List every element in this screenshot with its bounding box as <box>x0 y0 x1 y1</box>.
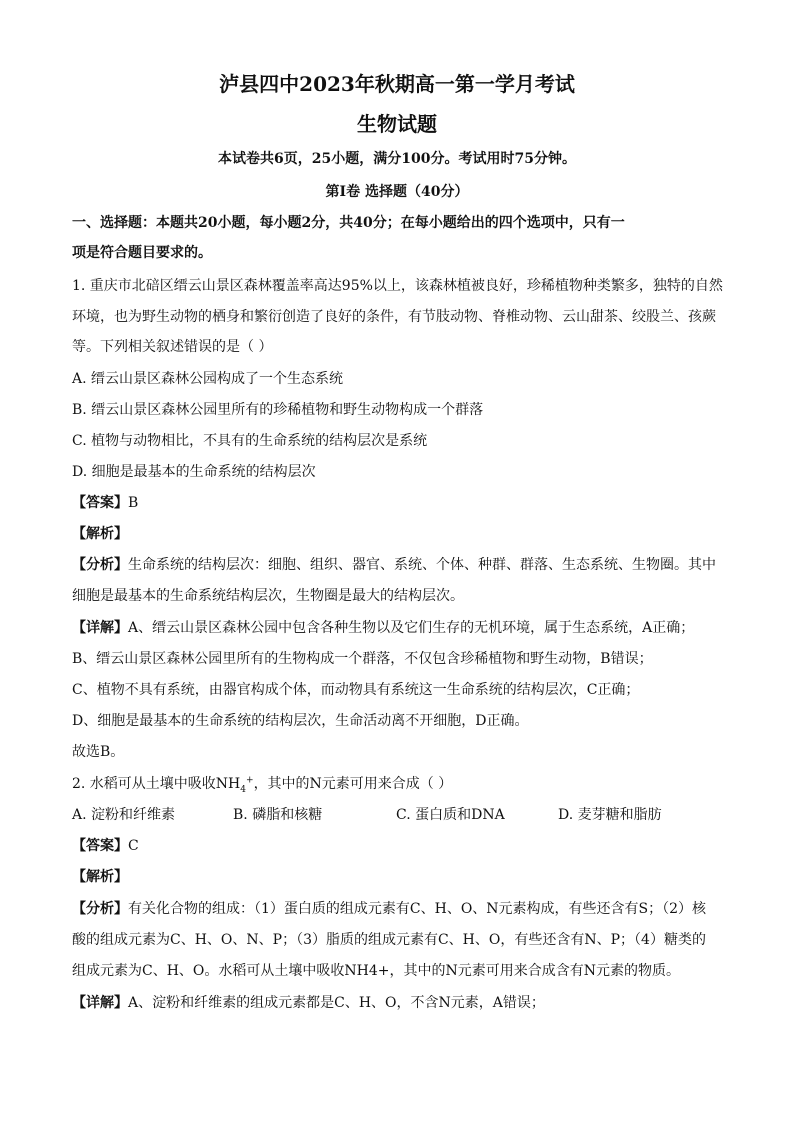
q1-conclusion: 故选B。 <box>72 744 125 760</box>
instruction-line-1: 一、选择题：本题共20小题，每小题2分，共40分；在每小题给出的四个选项中，只有一 <box>72 215 625 231</box>
exam-title: 泸县四中2023年秋期高一第一学月考试 <box>219 72 575 96</box>
instruction-line-2: 项是符合题目要求的。 <box>72 245 212 261</box>
section-heading: 第I卷 选择题（40分） <box>325 184 469 200</box>
q1-stem-line-2: 环境，也为野生动物的栖身和繁衍创造了良好的条件，有节肢动物、脊椎动物、云山甜茶、绞股兰、孩蕨 <box>72 309 716 325</box>
xiangjie-text: A、缙云山景区森林公园中包含各种生物以及它们生存的无机环境，属于生态系统，A正确； <box>128 620 695 636</box>
q2-option-d: D. 麦芽糖和脂肪 <box>558 807 662 823</box>
fenxi-text: 生命系统的结构层次：细胞、组织、器官、系统、个体、种群、群落、生态系统、生物圈。其中 <box>128 557 716 573</box>
xiangjie-tag: 【详解】 <box>72 620 128 636</box>
q2-analysis-tag: 【解析】 <box>72 869 128 885</box>
q1-xiangjie-d: D、细胞是最基本的生命系统的结构层次，生命活动离不开细胞，D正确。 <box>72 713 529 729</box>
q2-stem-pre: 2. 水稻可从土壤中吸收NH <box>72 776 241 792</box>
xiangjie-text: A、淀粉和纤维素的组成元素都是C、H、O，不含N元素，A错误； <box>128 995 545 1011</box>
q1-option-b: B. 缙云山景区森林公园里所有的珍稀植物和野生动物构成一个群落 <box>72 402 484 418</box>
q1-xiangjie-b: B、缙云山景区森林公园里所有的生物构成一个群落，不仅包含珍稀植物和野生动物，B错误； <box>72 651 653 667</box>
q1-fenxi-line-1 <box>72 555 716 575</box>
answer-value: B <box>128 495 139 511</box>
q2-stem-sup: + <box>246 775 254 786</box>
q2-answer <box>72 836 139 856</box>
q1-option-d: D. 细胞是最基本的生命系统的结构层次 <box>72 464 316 480</box>
answer-value: C <box>128 838 139 854</box>
q1-xiangjie-a <box>72 618 694 638</box>
q1-answer <box>72 493 138 513</box>
q2-option-a: A. 淀粉和纤维素 <box>72 807 176 823</box>
q1-stem-line-3: 等。下列相关叙述错误的是（ ） <box>72 339 273 355</box>
q2-option-c: C. 蛋白质和DNA <box>396 807 505 823</box>
q1-analysis-tag: 【解析】 <box>72 526 128 542</box>
answer-tag: 【答案】 <box>72 838 128 854</box>
q2-fenxi-line-1 <box>72 899 706 919</box>
q2-stem-post: ，其中的N元素可用来合成（ ） <box>253 776 453 792</box>
q2-option-b: B. 磷脂和核糖 <box>233 807 323 823</box>
fenxi-tag: 【分析】 <box>72 901 128 917</box>
q1-option-a: A. 缙云山景区森林公园构成了一个生态系统 <box>72 371 344 387</box>
xiangjie-tag: 【详解】 <box>72 995 128 1011</box>
q2-stem-sub: 4 <box>240 784 247 795</box>
q2-stem <box>72 774 452 800</box>
fenxi-text: 有关化合物的组成：（1）蛋白质的组成元素有C、H、O、N元素构成，有些还含有S；（2）核 <box>128 901 707 917</box>
q1-stem-line-1: 1. 重庆市北碚区缙云山景区森林覆盖率高达95%以上，该森林植被良好，珍稀植物种类繁多，独特的自然 <box>72 278 723 294</box>
q1-fenxi-line-2: 细胞是最基本的生命系统结构层次，生物圈是最大的结构层次。 <box>72 588 464 604</box>
q1-xiangjie-c: C、植物不具有系统，由器官构成个体，而动物具有系统这一生命系统的结构层次，C正确； <box>72 682 640 698</box>
q2-xiangjie-a <box>72 993 545 1013</box>
q2-fenxi-line-2: 酸的组成元素为C、H、O、N、P；（3）脂质的组成元素有C、H、O，有些还含有N、P；（4）糖类的 <box>72 932 706 948</box>
q2-fenxi-line-3: 组成元素为C、H、O。水稻可从土壤中吸收NH4+，其中的N元素可用来合成含有N元素的物质。 <box>72 963 680 979</box>
answer-tag: 【答案】 <box>72 495 128 511</box>
q1-option-c: C. 植物与动物相比，不具有的生命系统的结构层次是系统 <box>72 433 428 449</box>
subject-title: 生物试题 <box>357 112 437 136</box>
fenxi-tag: 【分析】 <box>72 557 128 573</box>
exam-info: 本试卷共6页，25小题，满分100分。考试用时75分钟。 <box>218 151 576 167</box>
